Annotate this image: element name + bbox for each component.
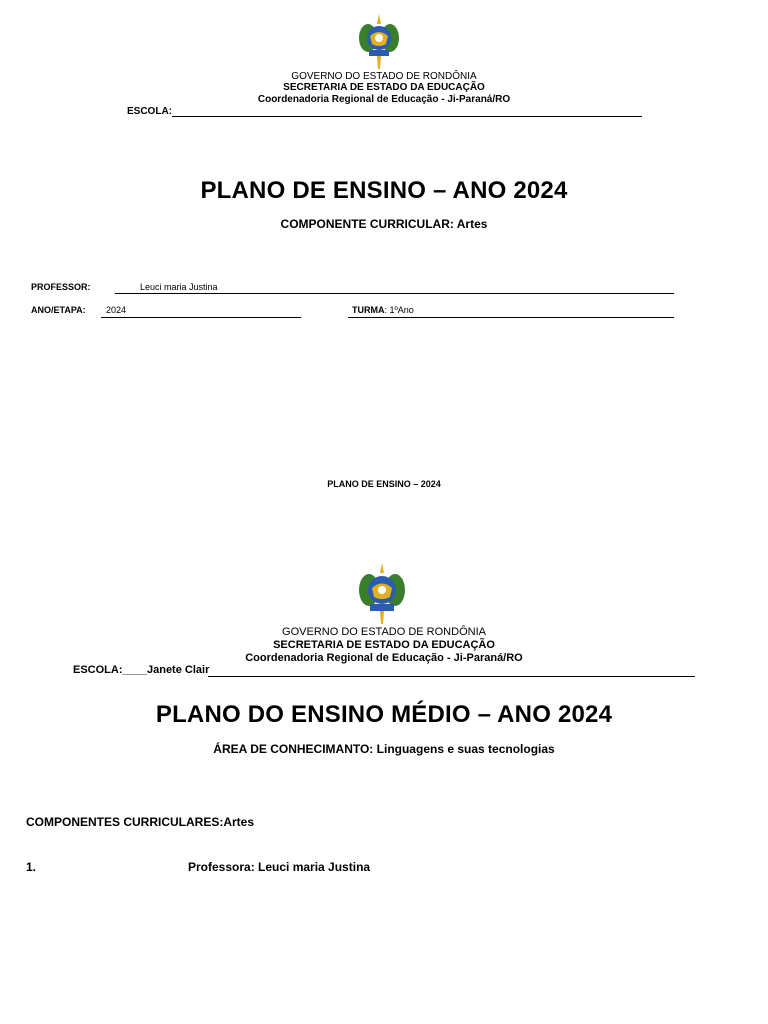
header-secretaria: SECRETARIA DE ESTADO DA EDUCAÇÃO — [283, 82, 485, 93]
turma-field — [352, 305, 414, 315]
escola-field-2 — [73, 664, 209, 676]
header-government: GOVERNO DO ESTADO DE RONDÔNIA — [291, 71, 477, 82]
plan-title: PLANO DE ENSINO – ANO 2024 — [200, 177, 568, 204]
escola-label: ESCOLA: — [127, 106, 172, 117]
ano-etapa-value: 2024 — [106, 305, 127, 315]
state-crest-2 — [356, 563, 408, 625]
escola-line-2 — [208, 676, 695, 677]
componente-label: COMPONENTE CURRICULAR: — [280, 217, 454, 231]
area-value: Linguagens e suas tecnologias — [376, 742, 555, 756]
escola-value-2: Janete Clair — [146, 664, 210, 676]
professor-label: PROFESSOR: — [31, 282, 91, 292]
state-crest-1 — [356, 14, 402, 70]
area-conhecimento — [0, 742, 768, 756]
componentes-value: Artes — [223, 815, 255, 829]
list-item-number: 1. — [26, 860, 37, 874]
professor-value: Leuci maria Justina — [140, 282, 218, 292]
header-coordenadoria-2: Coordenadoria Regional de Educação - Ji-Paraná/RO — [245, 652, 523, 664]
escola-line — [172, 116, 642, 117]
componente-value: Artes — [456, 217, 488, 231]
header-coordenadoria: Coordenadoria Regional de Educação - Ji-Paraná/RO — [257, 94, 511, 105]
plan-subtitle — [0, 217, 768, 231]
turma-label: TURMA — [352, 305, 385, 315]
escola-label-2: ESCOLA:____ — [73, 664, 147, 676]
componentes-label: COMPONENTES CURRICULARES: — [26, 815, 224, 829]
ano-etapa-line — [101, 317, 301, 318]
componentes-curriculares — [26, 815, 254, 829]
area-label: ÁREA DE CONHECIMANTO: — [213, 742, 374, 756]
ano-etapa-label: ANO/ETAPA: — [31, 305, 86, 315]
turma-line — [348, 317, 674, 318]
turma-value: : 1ºAno — [384, 305, 414, 315]
header-government-2: GOVERNO DO ESTADO DE RONDÔNIA — [282, 626, 486, 638]
page-footer: PLANO DE ENSINO – 2024 — [327, 479, 441, 489]
professor-line — [115, 293, 674, 294]
professora-line: Professora: Leuci maria Justina — [188, 860, 371, 874]
plan-title-2: PLANO DO ENSINO MÉDIO – ANO 2024 — [155, 701, 613, 728]
header-secretaria-2: SECRETARIA DE ESTADO DA EDUCAÇÃO — [273, 639, 495, 651]
